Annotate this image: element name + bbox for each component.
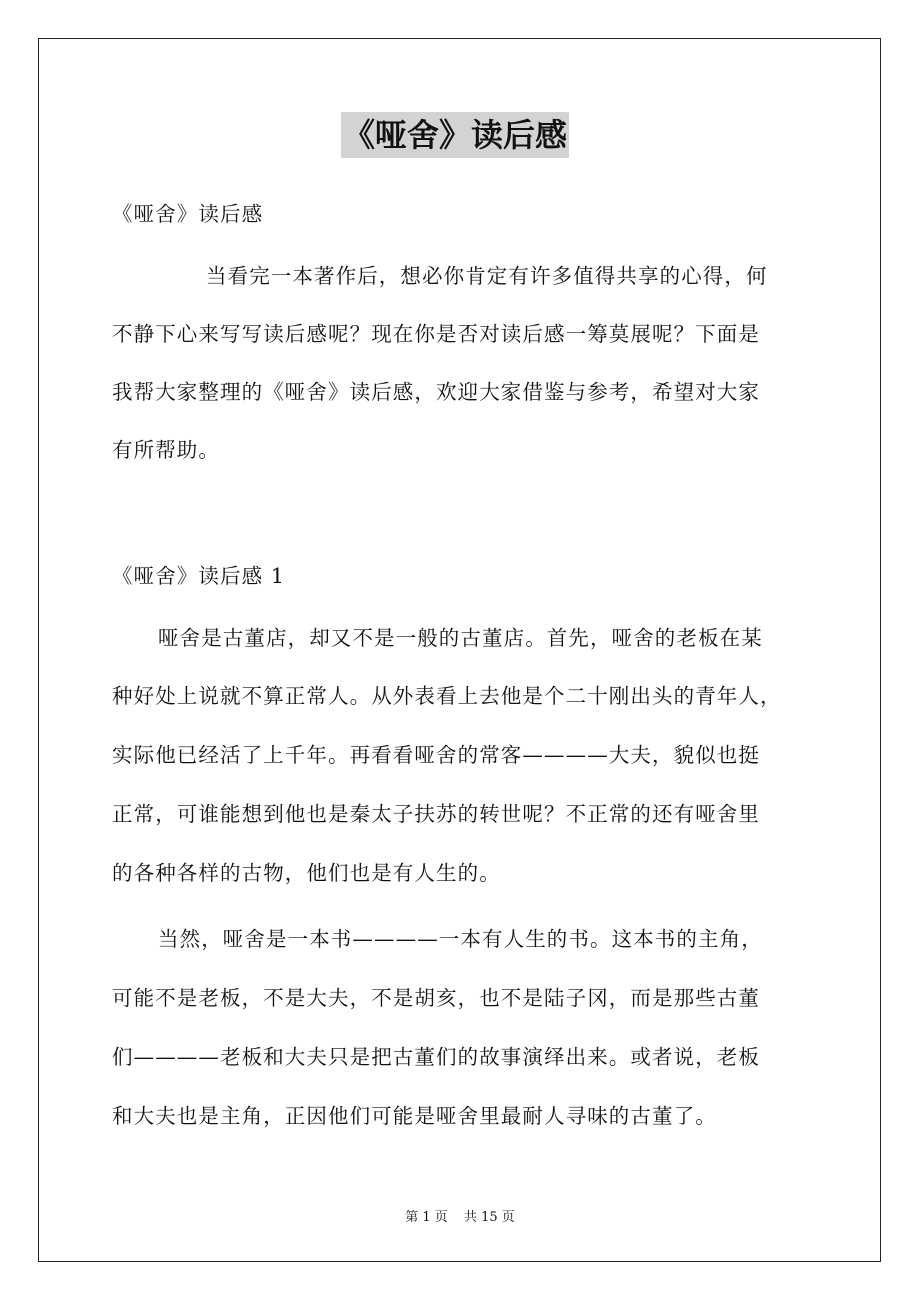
page-footer xyxy=(0,1206,920,1225)
para1-line-3: 实际他已经活了上千年。再看看哑舍的常客————大夫，貌似也挺 xyxy=(112,743,760,767)
para1-line-4: 正常，可谁能想到他也是秦太子扶苏的转世呢？不正常的还有哑舍里 xyxy=(112,802,760,826)
para2-line-2: 可能不是老板，不是大夫，不是胡亥，也不是陆子冈，而是那些古董 xyxy=(112,986,760,1010)
page-total: 共 15 页 xyxy=(463,1210,515,1225)
para1-line-2: 种好处上说就不算正常人。从外表看上去他是个二十刚出头的青年人， xyxy=(112,684,782,708)
subheading: 《哑舍》读后感 xyxy=(112,202,264,226)
page-number: 第 1 页 xyxy=(405,1210,448,1225)
document-title: 《哑舍》读后感 xyxy=(341,112,569,158)
section-heading: 《哑舍》读后感 1 xyxy=(112,564,285,588)
intro-line-3: 我帮大家整理的《哑舍》读后感，欢迎大家借鉴与参考，希望对大家 xyxy=(112,380,760,404)
para1-line-1: 哑舍是古董店，却又不是一般的古董店。首先，哑舍的老板在某 xyxy=(158,626,763,650)
para2-line-1: 当然，哑舍是一本书————一本有人生的书。这本书的主角， xyxy=(158,927,763,951)
intro-line-1: 当看完一本著作后，想必你肯定有许多值得共享的心得，何 xyxy=(206,264,768,288)
intro-line-2: 不静下心来写写读后感呢？现在你是否对读后感一筹莫展呢？下面是 xyxy=(112,322,760,346)
para2-line-3: 们————老板和大夫只是把古董们的故事演绎出来。或者说，老板 xyxy=(112,1045,760,1069)
intro-line-4: 有所帮助。 xyxy=(112,438,220,462)
para2-line-4: 和大夫也是主角，正因他们可能是哑舍里最耐人寻味的古董了。 xyxy=(112,1104,717,1128)
para1-line-5: 的各种各样的古物，他们也是有人生的。 xyxy=(112,861,501,885)
